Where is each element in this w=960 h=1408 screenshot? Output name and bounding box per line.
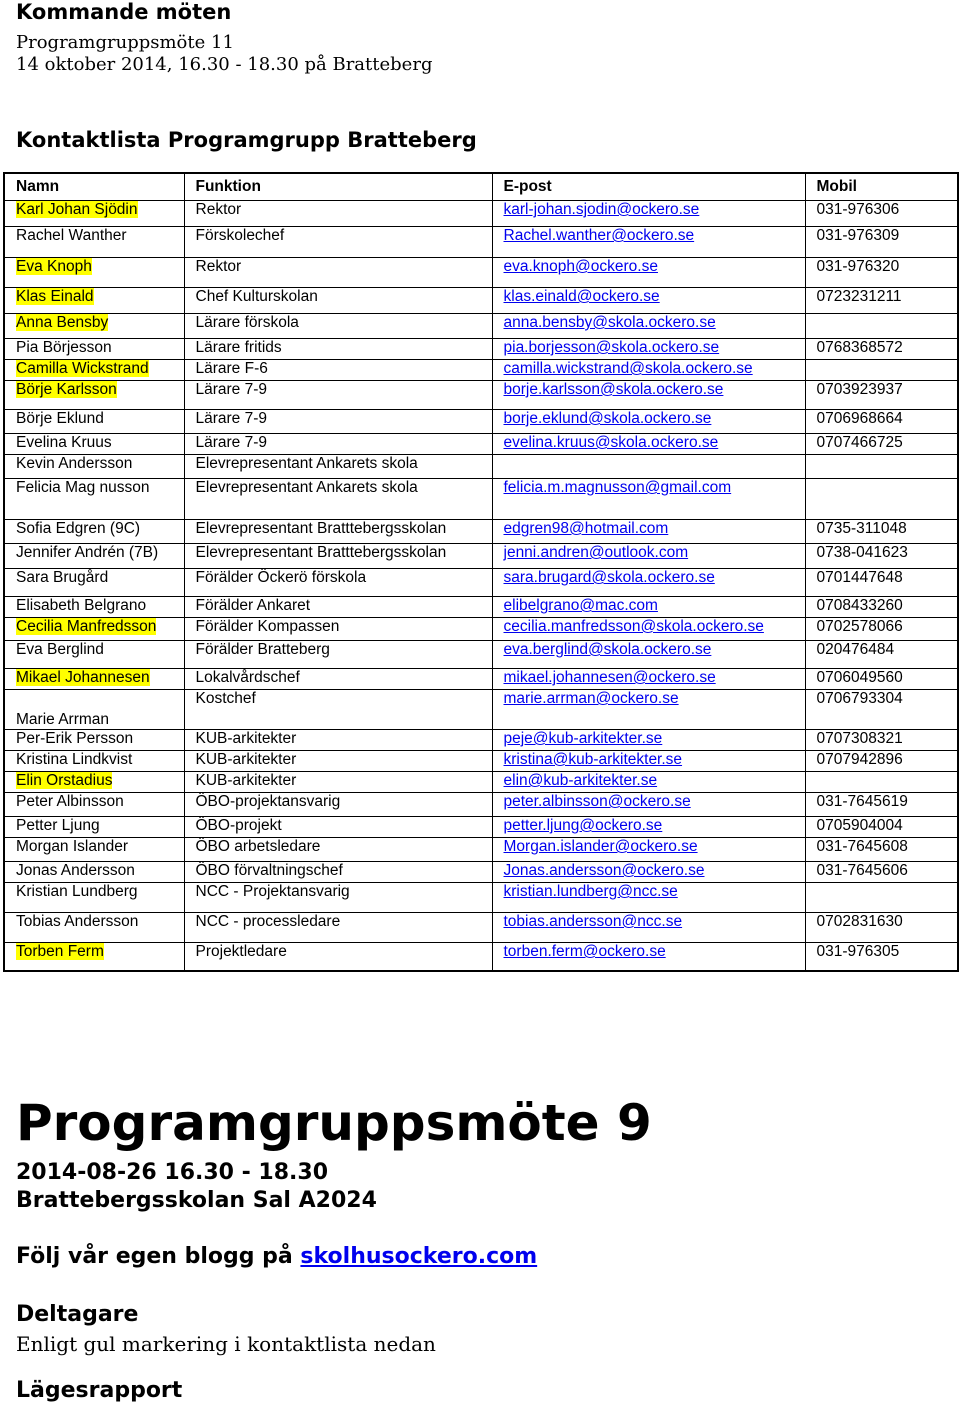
contact-mobile: 031-976305 xyxy=(805,943,958,971)
contact-name: Elisabeth Belgrano xyxy=(16,597,147,614)
table-row xyxy=(4,479,958,520)
contact-function: Elevrepresentant Bratttebergsskolan xyxy=(184,544,492,569)
contact-name: Jonas Andersson xyxy=(16,862,135,879)
contact-function: Lärare fritids xyxy=(184,339,492,360)
table-row xyxy=(4,569,958,597)
contact-mobile: 0723231211 xyxy=(805,288,958,314)
contact-function: KUB-arkitekter xyxy=(184,730,492,751)
table-row xyxy=(4,641,958,669)
contact-email-link[interactable]: petter.ljung@ockero.se xyxy=(503,817,663,834)
contact-name: Petter Ljung xyxy=(16,817,100,834)
contact-email-link[interactable]: felicia.m.magnusson@gmail.com xyxy=(503,479,732,496)
contact-function: NCC - processledare xyxy=(184,913,492,943)
table-row xyxy=(4,381,958,410)
contact-mobile: 0738-041623 xyxy=(805,544,958,569)
table-row xyxy=(4,669,958,690)
contact-name-cell xyxy=(4,520,184,544)
contact-email-link[interactable]: eva.berglind@skola.ockero.se xyxy=(503,641,712,658)
contact-table-header xyxy=(4,173,958,201)
contact-mobile: 0703923937 xyxy=(805,381,958,410)
table-row xyxy=(4,201,958,227)
contact-name: Cecilia Manfredsson xyxy=(16,618,157,635)
contact-email-link[interactable]: marie.arrman@ockero.se xyxy=(503,690,679,707)
contact-mobile xyxy=(805,455,958,479)
contact-name: Marie Arrman xyxy=(16,711,110,728)
contact-name-cell xyxy=(4,455,184,479)
contact-name-cell xyxy=(4,669,184,690)
status-report-heading: Lägesrapport xyxy=(16,1378,183,1403)
contact-function: Lärare F-6 xyxy=(184,360,492,381)
table-row xyxy=(4,943,958,971)
contact-email-cell xyxy=(492,730,805,751)
contact-function: Rektor xyxy=(184,201,492,227)
contact-mobile xyxy=(805,772,958,793)
contact-mobile: 020476484 xyxy=(805,641,958,669)
meeting-location: Brattebergsskolan Sal A2024 xyxy=(16,1188,377,1213)
table-row xyxy=(4,618,958,641)
contact-email-cell xyxy=(492,883,805,913)
contact-name-cell xyxy=(4,751,184,772)
contact-mobile: 031-7645608 xyxy=(805,838,958,862)
contact-mobile: 0707466725 xyxy=(805,434,958,455)
contact-email-link[interactable]: tobias.andersson@ncc.se xyxy=(503,913,683,930)
contact-table-body xyxy=(4,201,958,971)
contact-name: Elin Orstadius xyxy=(16,772,113,789)
contact-email-cell xyxy=(492,618,805,641)
table-row xyxy=(4,360,958,381)
contact-name-cell xyxy=(4,793,184,817)
contact-name: Morgan Islander xyxy=(16,838,129,855)
table-row xyxy=(4,410,958,434)
contact-mobile: 0706793304 xyxy=(805,690,958,730)
contact-mobile: 031-7645606 xyxy=(805,862,958,883)
contact-email-link[interactable]: sara.brugard@skola.ockero.se xyxy=(503,569,715,586)
contact-mobile xyxy=(805,360,958,381)
contact-name-cell xyxy=(4,479,184,520)
contact-function: Elevrepresentant Ankarets skola xyxy=(184,479,492,520)
contact-function: Lärare 7-9 xyxy=(184,410,492,434)
contact-name: Kristian Lundberg xyxy=(16,883,138,900)
contact-name: Eva Knoph xyxy=(16,258,92,275)
contact-name-cell xyxy=(4,913,184,943)
contact-email-link[interactable]: peje@kub-arkitekter.se xyxy=(503,730,663,747)
contact-function: NCC - Projektansvarig xyxy=(184,883,492,913)
contact-email-link[interactable]: karl-johan.sjodin@ockero.se xyxy=(503,201,700,218)
contact-name-cell xyxy=(4,201,184,227)
contact-email-link[interactable]: pia.borjesson@skola.ockero.se xyxy=(503,339,720,356)
table-row xyxy=(4,862,958,883)
contact-email-cell xyxy=(492,339,805,360)
contact-mobile: 031-976309 xyxy=(805,227,958,258)
contact-name-cell xyxy=(4,772,184,793)
contact-name: Börje Karlsson xyxy=(16,381,117,398)
contact-email-cell xyxy=(492,314,805,339)
table-row xyxy=(4,520,958,544)
contact-function: Lokalvårdschef xyxy=(184,669,492,690)
contact-email-cell xyxy=(492,434,805,455)
contact-mobile: 0706968664 xyxy=(805,410,958,434)
contact-table xyxy=(3,172,959,972)
contact-name: Kristina Lindkvist xyxy=(16,751,133,768)
contact-email-link[interactable]: borje.eklund@skola.ockero.se xyxy=(503,410,712,427)
table-row xyxy=(4,883,958,913)
contact-email-cell xyxy=(492,817,805,838)
contact-name-cell xyxy=(4,360,184,381)
contact-mobile xyxy=(805,479,958,520)
contact-email-cell xyxy=(492,201,805,227)
contact-email-cell xyxy=(492,381,805,410)
contact-function: Elevrepresentant Ankarets skola xyxy=(184,455,492,479)
contact-function: ÖBO arbetsledare xyxy=(184,838,492,862)
contact-name-cell xyxy=(4,730,184,751)
table-row xyxy=(4,314,958,339)
contact-name-cell xyxy=(4,410,184,434)
contact-name: Karl Johan Sjödin xyxy=(16,201,138,218)
table-row xyxy=(4,913,958,943)
contact-email-link[interactable]: torben.ferm@ockero.se xyxy=(503,943,666,960)
contact-name: Per-Erik Persson xyxy=(16,730,134,747)
contact-name: Evelina Kruus xyxy=(16,434,112,451)
contact-name-cell xyxy=(4,690,184,730)
contact-name-cell xyxy=(4,258,184,288)
contact-email-link[interactable]: elin@kub-arkitekter.se xyxy=(503,772,658,789)
contact-name-cell xyxy=(4,569,184,597)
contact-name-cell xyxy=(4,288,184,314)
contact-name: Kevin Andersson xyxy=(16,455,133,472)
contact-name: Eva Berglind xyxy=(16,641,104,658)
contact-email-cell xyxy=(492,227,805,258)
contact-name: Peter Albinsson xyxy=(16,793,124,810)
contact-function: KUB-arkitekter xyxy=(184,772,492,793)
contact-email-link[interactable]: kristina@kub-arkitekter.se xyxy=(503,751,683,768)
contact-email-cell xyxy=(492,544,805,569)
contact-email-link[interactable]: klas.einald@ockero.se xyxy=(503,288,660,305)
contact-name: Camilla Wickstrand xyxy=(16,360,149,377)
contact-email-link[interactable]: kristian.lundberg@ncc.se xyxy=(503,883,678,900)
blog-line xyxy=(16,1244,537,1269)
contact-email-cell xyxy=(492,258,805,288)
contact-email-cell xyxy=(492,569,805,597)
contact-function: Rektor xyxy=(184,258,492,288)
contact-mobile: 0705904004 xyxy=(805,817,958,838)
table-row xyxy=(4,455,958,479)
upcoming-meeting-when: 14 oktober 2014, 16.30 - 18.30 på Bratteberg xyxy=(16,54,433,75)
contact-function: Lärare 7-9 xyxy=(184,381,492,410)
contact-mobile: 0768368572 xyxy=(805,339,958,360)
contact-function: ÖBO-projekt xyxy=(184,817,492,838)
contact-email-cell xyxy=(492,641,805,669)
contact-function: KUB-arkitekter xyxy=(184,751,492,772)
contact-name: Mikael Johannesen xyxy=(16,669,150,686)
contact-email-cell xyxy=(492,410,805,434)
contact-name-cell xyxy=(4,943,184,971)
table-row xyxy=(4,288,958,314)
table-row xyxy=(4,597,958,618)
contact-name: Jennifer Andrén (7B) xyxy=(16,544,159,561)
contact-mobile: 031-976306 xyxy=(805,201,958,227)
contact-function: Lärare förskola xyxy=(184,314,492,339)
column-header-function: Funktion xyxy=(184,173,492,201)
contact-name-cell xyxy=(4,544,184,569)
contact-function: ÖBO förvaltningschef xyxy=(184,862,492,883)
table-row xyxy=(4,690,958,730)
contact-function: Förälder Öckerö förskola xyxy=(184,569,492,597)
contact-mobile: 0735-311048 xyxy=(805,520,958,544)
contact-email-link[interactable]: anna.bensby@skola.ockero.se xyxy=(503,314,716,331)
contact-name-cell xyxy=(4,641,184,669)
meeting-date-time: 2014-08-26 16.30 - 18.30 xyxy=(16,1160,329,1185)
contact-mobile: 031-976320 xyxy=(805,258,958,288)
contact-email-link[interactable]: elibelgrano@mac.com xyxy=(503,597,658,614)
contact-name: Felicia Mag nusson xyxy=(16,479,150,496)
contact-mobile xyxy=(805,314,958,339)
contact-name-cell xyxy=(4,883,184,913)
meeting-title: Programgruppsmöte 9 xyxy=(16,1094,652,1152)
contact-name: Rachel Wanther xyxy=(16,227,127,244)
table-row xyxy=(4,838,958,862)
table-row xyxy=(4,817,958,838)
contact-email-cell xyxy=(492,838,805,862)
contact-email-link[interactable]: Jonas.andersson@ockero.se xyxy=(503,862,705,879)
upcoming-meetings-heading: Kommande möten xyxy=(16,0,232,24)
contact-function: Elevrepresentant Bratttebergsskolan xyxy=(184,520,492,544)
contact-name-cell xyxy=(4,434,184,455)
contact-mobile: 0702578066 xyxy=(805,618,958,641)
contact-mobile: 0706049560 xyxy=(805,669,958,690)
column-header-name: Namn xyxy=(4,173,184,201)
table-row xyxy=(4,730,958,751)
contact-mobile: 0707942896 xyxy=(805,751,958,772)
blog-link[interactable]: skolhusockero.com xyxy=(300,1244,538,1269)
contact-name-cell xyxy=(4,862,184,883)
contact-email-link[interactable]: cecilia.manfredsson@skola.ockero.se xyxy=(503,618,764,635)
table-row xyxy=(4,751,958,772)
contact-email-cell xyxy=(492,793,805,817)
contact-name: Torben Ferm xyxy=(16,943,104,960)
contact-name: Sofia Edgren (9C) xyxy=(16,520,141,537)
table-row xyxy=(4,227,958,258)
contact-email-link[interactable]: Morgan.islander@ockero.se xyxy=(503,838,698,855)
contact-name-cell xyxy=(4,618,184,641)
contact-email-cell xyxy=(492,943,805,971)
contact-mobile xyxy=(805,883,958,913)
contact-name-cell xyxy=(4,838,184,862)
contact-name: Anna Bensby xyxy=(16,314,109,331)
contact-name: Tobias Andersson xyxy=(16,913,139,930)
contact-function: Kostchef xyxy=(184,690,492,730)
contact-name-cell xyxy=(4,597,184,618)
contact-email-link[interactable]: mikael.johannesen@ockero.se xyxy=(503,669,716,686)
contact-email-cell xyxy=(492,455,805,479)
contact-email-cell xyxy=(492,862,805,883)
contact-mobile: 0702831630 xyxy=(805,913,958,943)
table-row xyxy=(4,434,958,455)
contact-mobile: 0708433260 xyxy=(805,597,958,618)
contact-function: Förälder Bratteberg xyxy=(184,641,492,669)
contact-list-heading: Kontaktlista Programgrupp Bratteberg xyxy=(16,128,477,152)
contact-function: Projektledare xyxy=(184,943,492,971)
contact-email-cell xyxy=(492,360,805,381)
contact-function: ÖBO-projektansvarig xyxy=(184,793,492,817)
contact-email-cell xyxy=(492,772,805,793)
participants-text: Enligt gul markering i kontaktlista nedan xyxy=(16,1332,436,1356)
table-row xyxy=(4,772,958,793)
contact-name-cell xyxy=(4,381,184,410)
contact-function: Förälder Ankaret xyxy=(184,597,492,618)
contact-email-link[interactable]: borje.karlsson@skola.ockero.se xyxy=(503,381,724,398)
contact-name: Klas Einald xyxy=(16,288,94,305)
contact-function: Förskolechef xyxy=(184,227,492,258)
contact-email-cell xyxy=(492,597,805,618)
contact-email-link[interactable]: Rachel.wanther@ockero.se xyxy=(503,227,695,244)
contact-mobile: 031-7645619 xyxy=(805,793,958,817)
contact-email-cell xyxy=(492,520,805,544)
contact-email-link[interactable]: eva.knoph@ockero.se xyxy=(503,258,658,275)
table-row xyxy=(4,258,958,288)
contact-name: Sara Brugård xyxy=(16,569,109,586)
contact-email-cell xyxy=(492,913,805,943)
contact-email-cell xyxy=(492,690,805,730)
contact-email-link[interactable]: jenni.andren@outlook.com xyxy=(503,544,689,561)
contact-name-cell xyxy=(4,817,184,838)
contact-function: Förälder Kompassen xyxy=(184,618,492,641)
column-header-mobile: Mobil xyxy=(805,173,958,201)
contact-name: Pia Börjesson xyxy=(16,339,112,356)
contact-email-cell xyxy=(492,479,805,520)
column-header-email: E-post xyxy=(492,173,805,201)
contact-email-cell xyxy=(492,751,805,772)
contact-name: Börje Eklund xyxy=(16,410,104,427)
contact-email-link[interactable]: peter.albinsson@ockero.se xyxy=(503,793,691,810)
blog-text: Följ vår egen blogg på xyxy=(16,1244,301,1269)
participants-heading: Deltagare xyxy=(16,1302,139,1327)
contact-name-cell xyxy=(4,339,184,360)
contact-email-link[interactable]: evelina.kruus@skola.ockero.se xyxy=(503,434,719,451)
contact-name-cell xyxy=(4,227,184,258)
contact-mobile: 0707308321 xyxy=(805,730,958,751)
contact-email-cell xyxy=(492,669,805,690)
table-row xyxy=(4,544,958,569)
contact-function: Chef Kulturskolan xyxy=(184,288,492,314)
table-row xyxy=(4,793,958,817)
contact-function: Lärare 7-9 xyxy=(184,434,492,455)
contact-mobile: 0701447648 xyxy=(805,569,958,597)
contact-name-cell xyxy=(4,314,184,339)
contact-email-link[interactable]: camilla.wickstrand@skola.ockero.se xyxy=(503,360,753,377)
table-row xyxy=(4,339,958,360)
upcoming-meeting-name: Programgruppsmöte 11 xyxy=(16,32,234,53)
contact-email-cell xyxy=(492,288,805,314)
contact-email-link[interactable]: edgren98@hotmail.com xyxy=(503,520,669,537)
